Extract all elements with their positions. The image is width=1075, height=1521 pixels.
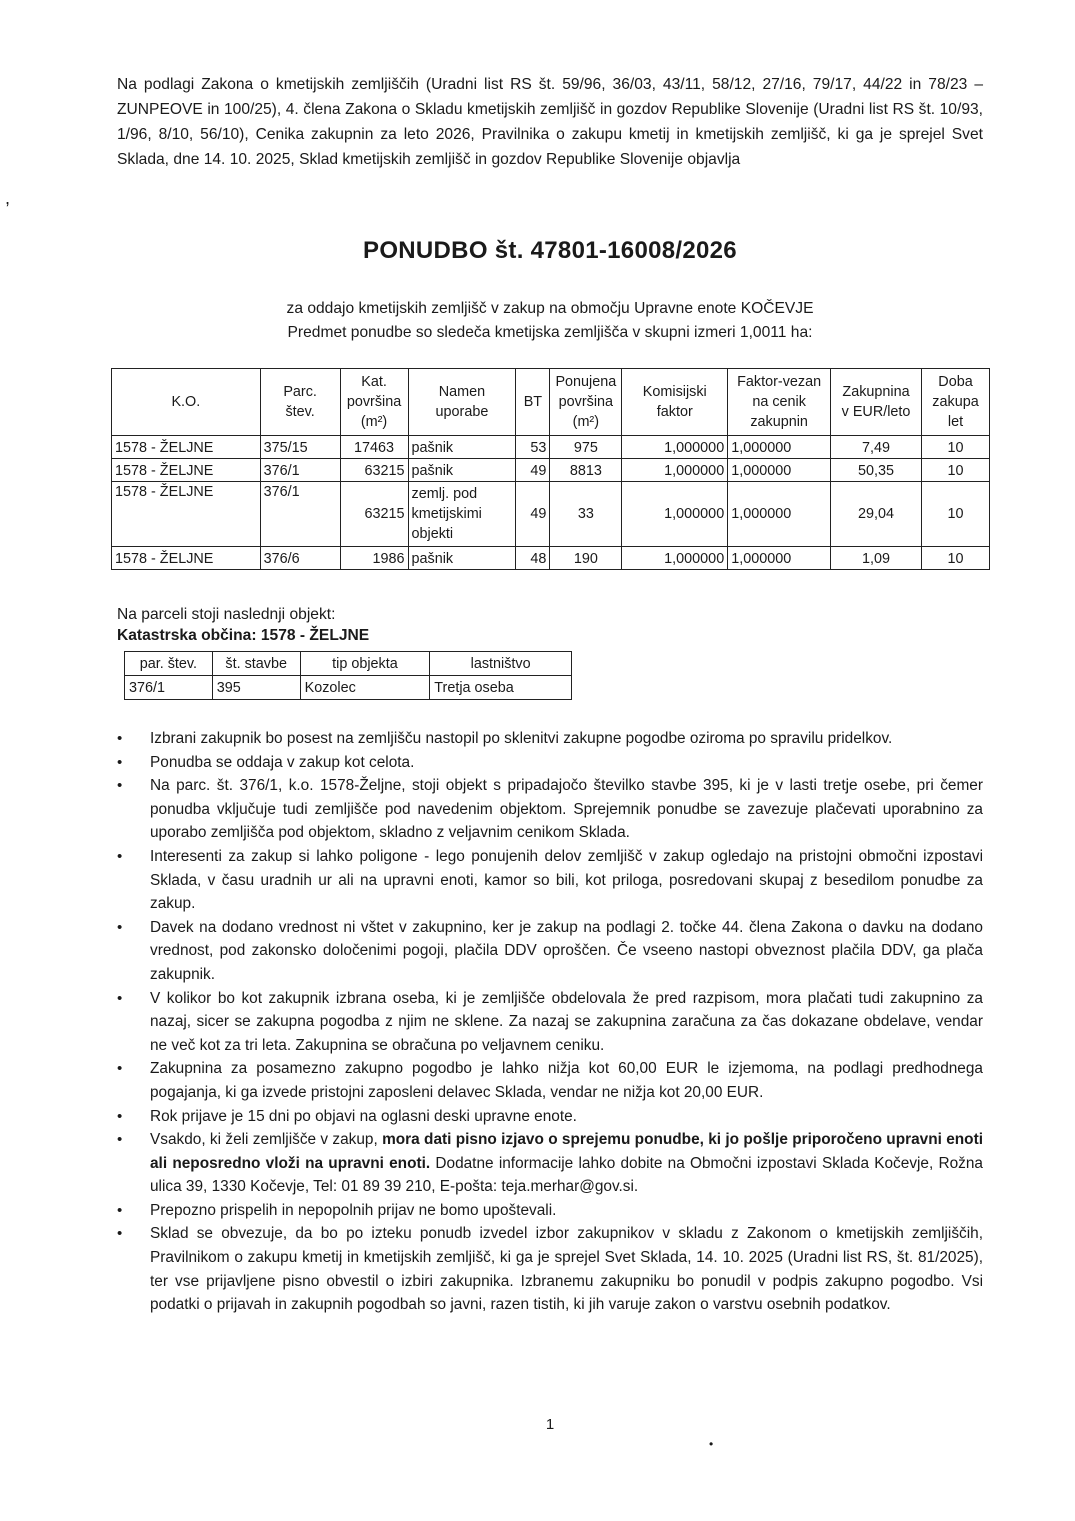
cell-kat: 17463 (340, 436, 408, 459)
scan-mark: , (5, 188, 11, 208)
cell-namen: pašnik (408, 436, 516, 459)
cell-parc: 376/1 (260, 482, 340, 547)
page-number: 1 (545, 1416, 555, 1433)
list-item: • Interesenti za zakup si lahko poligone - lego ponujenih delov zemljišč v zakup ogledajo na pristojni območni izpostavi Sklada, v času uradnih ur ali na upravni enoti, kamor so bili, kot priloga, posredovani skupaj z besedilom ponudbe za zakup. (117, 845, 983, 916)
cell-faktor: 1,000000 (728, 459, 831, 482)
conditions-list (117, 727, 983, 1317)
object-table (124, 651, 572, 700)
table-row (112, 482, 990, 547)
cell-kat: 63215 (340, 482, 408, 547)
scan-mark: • (709, 1437, 714, 1451)
cell-komisijski: 1,000000 (622, 436, 728, 459)
cell-ponujena: 190 (550, 547, 622, 570)
col-header-ko: K.O. (112, 369, 261, 436)
table-row (125, 676, 572, 700)
cell-zakupnina: 29,04 (831, 482, 922, 547)
intro-paragraph: Na podlagi Zakona o kmetijskih zemljiščih (Uradni list RS št. 59/96, 36/03, 43/11, 58/12, 27/16, 79/17, 44/22 in 78/23 – ZUNPEOVE in 100/25), 4. člena Zakona o Skladu kmetijskih zemljišč in gozdov Republike Slovenije (Uradni list RS št. 10/93, 1/96, 8/10, 56/10), Cenika zakupnin za leto 2026, Pravilnika o zakupu kmetij in kmetijskih zemljišč, ki ga je sprejel Svet Sklada, dne 14. 10. 2025, Sklad kmetijskih zemljišč in gozdov Republike Slovenije objavlja (117, 76, 983, 168)
list-item-bold-text: mora dati pisno izjavo o sprejemu ponudbe, ki jo pošlje priporočeno upravni enoti ali neposredno vloži na upravni enoti. (150, 1131, 983, 1172)
cell-parc: 376/1 (260, 459, 340, 482)
col-header-kat: Kat. površina (m²) (340, 369, 408, 436)
cell-bt: 49 (516, 459, 550, 482)
cell-ko: 1578 - ŽELJNE (112, 547, 261, 570)
cell-ponujena: 8813 (550, 459, 622, 482)
col-header-stavbe: št. stavbe (212, 652, 300, 676)
cell-komisijski: 1,000000 (622, 547, 728, 570)
table-row (112, 547, 990, 570)
object-intro: Na parceli stoji naslednji objekt: (117, 606, 336, 623)
cell-kat: 63215 (340, 459, 408, 482)
cell-namen: pašnik (408, 547, 516, 570)
cell-kat: 1986 (340, 547, 408, 570)
document-title: PONUDBO št. 47801-16008/2026 (363, 237, 737, 264)
subtitle-line-1: za oddajo kmetijskih zemljišč v zakup na območju Upravne enote KOČEVJE (286, 300, 814, 317)
cell-bt: 49 (516, 482, 550, 547)
col-header-par: par. štev. (125, 652, 213, 676)
list-item: • Ponudba se oddaja v zakup kot celota. (117, 751, 983, 775)
cell-bt: 48 (516, 547, 550, 570)
cell-stavbe: 395 (212, 676, 300, 700)
cell-faktor: 1,000000 (728, 482, 831, 547)
col-header-tip: tip objekta (300, 652, 430, 676)
list-item-text: Dodatne informacije lahko dobite na Območni izpostavi Sklada Kočevje, Rožna ulica 39, 1330 Kočevje, Tel: 01 89 39 210, E-pošta: teja.merhar@gov.si. (150, 1154, 983, 1196)
col-header-faktor: Faktor-vezan na cenik zakupnin (728, 369, 831, 436)
list-item (117, 1128, 983, 1199)
cell-doba: 10 (922, 547, 990, 570)
table-row (112, 459, 990, 482)
list-item: • Zakupnina za posamezno zakupno pogodbo je lahko nižja kot 60,00 EUR le izjemoma, na podlagi predhodnega pogajanja, ki ga izvede pristojni zaposleni delavec Sklada, vendar ne nižja kot 20,00 EUR. (117, 1057, 983, 1104)
list-item: • Prepozno prispelih in nepopolnih prijav ne bomo upoštevali. (117, 1199, 983, 1223)
cell-doba: 10 (922, 459, 990, 482)
list-item: • Davek na dodano vrednost ni vštet v zakupnino, ker je zakup na podlagi 2. točke 44. člena Zakona o davku na dodano vrednost, pod zakonsko določenimi pogoji, plačila DDV oproščen. Če vseeno nastopi obveznost plačila DDV, ga plača zakupnik. (117, 916, 983, 987)
list-item: • Na parc. št. 376/1, k.o. 1578-Željne, stoji objekt s pripadajočo številko stavbe 395, ki je v lasti tretje osebe, pri čemer ponudba vključuje tudi zemljišče pod navedenim objektom. Sprejemnik ponudbe se zavezuje plačevati uporabnino za uporabo zemljišča pod objektom, skladno z veljavnim cenikom Sklada. (117, 774, 983, 845)
cell-parc: 376/6 (260, 547, 340, 570)
col-header-zakupnina: Zakupnina v EUR/leto (831, 369, 922, 436)
cell-ponujena: 33 (550, 482, 622, 547)
cell-zakupnina: 1,09 (831, 547, 922, 570)
object-table-header (125, 652, 572, 676)
cell-doba: 10 (922, 436, 990, 459)
col-header-lastnistvo: lastništvo (430, 652, 572, 676)
cell-namen: zemlj. pod kmetijskimi objekti (408, 482, 516, 547)
subtitle (0, 297, 1075, 345)
col-header-komisijski: Komisijski faktor (622, 369, 728, 436)
list-item-text: Vsakdo, ki želi zemljišče v zakup, (150, 1131, 383, 1149)
cell-ponujena: 975 (550, 436, 622, 459)
cell-zakupnina: 50,35 (831, 459, 922, 482)
cell-namen: pašnik (408, 459, 516, 482)
cell-parc: 375/15 (260, 436, 340, 459)
cell-ko: 1578 - ŽELJNE (112, 459, 261, 482)
list-item: • Rok prijave je 15 dni po objavi na oglasni deski upravne enote. (117, 1105, 983, 1129)
list-item: • V kolikor bo kot zakupnik izbrana oseba, ki je zemljišče obdelovala že pred razpisom, mora plačati tudi zakupnino za nazaj, sicer se zakupna pogodba z njim ne sklene. Za nazaj se zakupnina zaračuna za čas dokazane obdelave, vendar ne več kot za tri leta. Zakupnina se obračuna po veljavnem ceniku. (117, 987, 983, 1058)
col-header-namen: Namen uporabe (408, 369, 516, 436)
cell-ko: 1578 - ŽELJNE (112, 436, 261, 459)
col-header-doba: Doba zakupa let (922, 369, 990, 436)
cell-ko: 1578 - ŽELJNE (112, 482, 261, 547)
cell-faktor: 1,000000 (728, 436, 831, 459)
cadastral-municipality: Katastrska občina: 1578 - ŽELJNE (117, 627, 370, 644)
subtitle-line-2: Predmet ponudbe so sledeča kmetijska zemljišča v skupni izmeri 1,0011 ha: (287, 324, 813, 341)
cell-tip: Kozolec (300, 676, 430, 700)
list-item: • Izbrani zakupnik bo posest na zemljišču nastopil po sklenitvi zakupne pogodbe oziroma po spravilu pridelkov. (117, 727, 983, 751)
land-table (111, 368, 990, 570)
cell-lastnistvo: Tretja oseba (430, 676, 572, 700)
cell-zakupnina: 7,49 (831, 436, 922, 459)
cell-par: 376/1 (125, 676, 213, 700)
cell-komisijski: 1,000000 (622, 482, 728, 547)
cell-komisijski: 1,000000 (622, 459, 728, 482)
col-header-parc: Parc. štev. (260, 369, 340, 436)
col-header-ponujena: Ponujena površina (m²) (550, 369, 622, 436)
table-row (112, 436, 990, 459)
table-header-row (112, 369, 990, 436)
cell-doba: 10 (922, 482, 990, 547)
col-header-bt: BT (516, 369, 550, 436)
cell-faktor: 1,000000 (728, 547, 831, 570)
list-item: • Sklad se obvezuje, da bo po izteku ponudb izvedel izbor zakupnikov v skladu z Zakonom o kmetijskih zemljiščih, Pravilnikom o zakupu kmetij in kmetijskih zemljišč, ki ga je sprejel Svet Sklada, 14. 10. 2025 (Uradni list RS, št. 81/2025), ter vse prijavljene pisno obvestil o izbiri zakupnika. Izbranemu zakupniku bo ponudil v podpis zakupno pogodbo. Vsi podatki o prijavah in zakupnih pogodbah so javni, razen tistih, ki jih varuje zakon o varstvu osebnih podatkov. (117, 1222, 983, 1316)
cell-bt: 53 (516, 436, 550, 459)
